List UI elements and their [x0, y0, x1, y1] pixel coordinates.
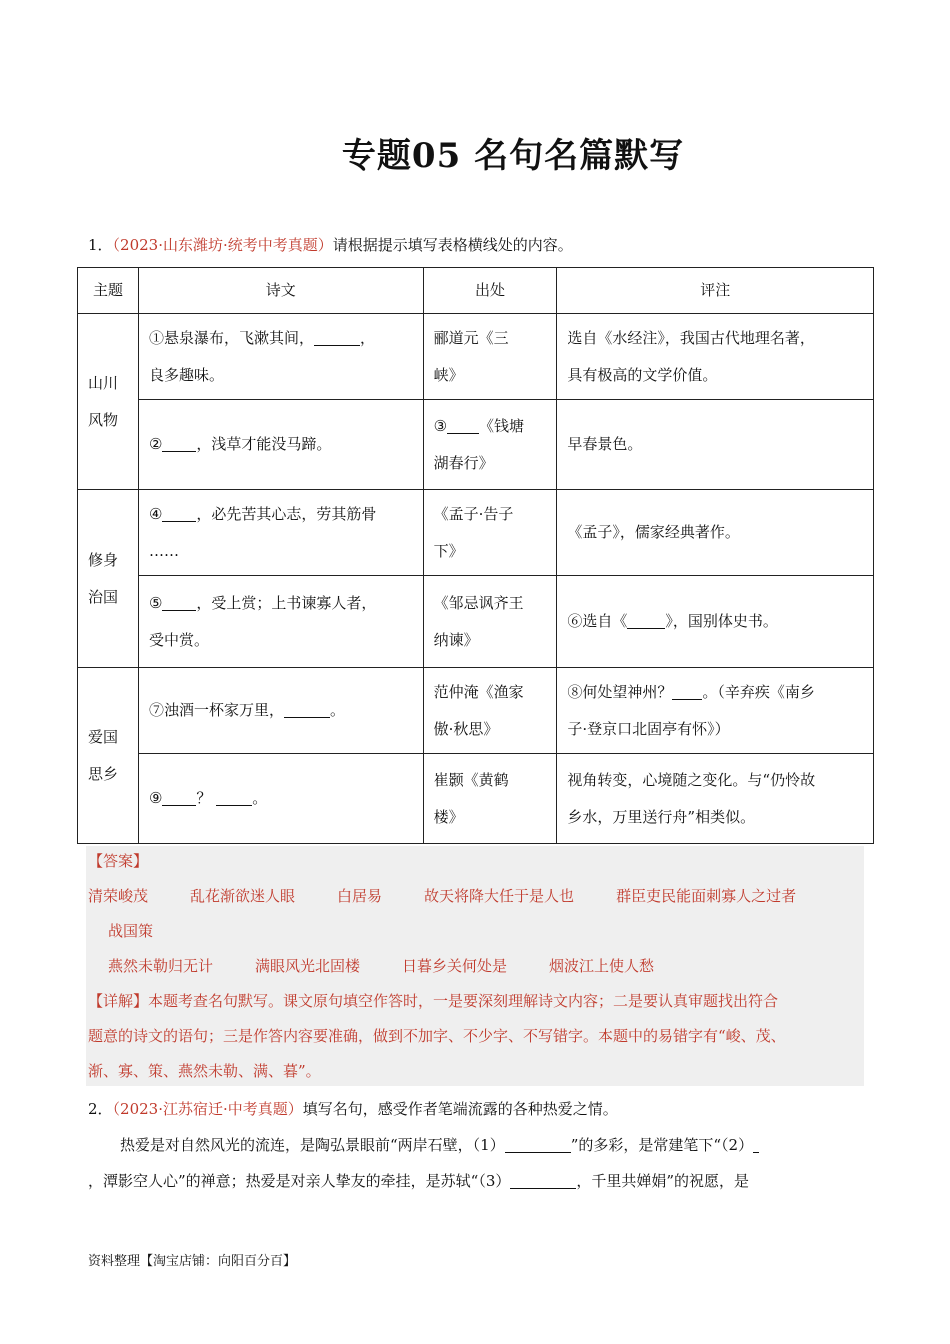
- table-row: [78, 576, 874, 668]
- answer-label: 【答案】: [88, 852, 149, 870]
- source-cell: 崔颢《黄鹤 楼》: [423, 754, 557, 844]
- table-row: [78, 314, 874, 400]
- header-source: 出处: [423, 268, 557, 314]
- source-cell: 郦道元《三 峡》: [423, 314, 557, 400]
- poem-cell: ④ ，必先苦其心志，劳其筋骨 ……: [138, 490, 423, 576]
- note-cell: 选自《水经注》，我国古代地理名著， 具有极高的文学价值。: [557, 314, 874, 400]
- note-cell: 早春景色。: [557, 400, 874, 490]
- table-row: [78, 668, 874, 754]
- footer-note: 资料整理【淘宝店铺：向阳百分百】: [88, 1254, 297, 1269]
- question-source: （2023·江苏宿迁·中考真题）: [112, 1100, 303, 1118]
- poem-cell: ② ，浅草才能没马蹄。: [138, 400, 423, 490]
- table-row: [78, 490, 874, 576]
- poem-cell: ⑤ ，受上赏；上书谏寡人者， 受中赏。: [138, 576, 423, 668]
- source-cell: 《邹忌讽齐王 纳谏》: [423, 576, 557, 668]
- answer-line-2: 战国策: [108, 922, 154, 940]
- note-cell: 《孟子》，儒家经典著作。: [557, 490, 874, 576]
- poem-cell: ①悬泉瀑布，飞漱其间， ， 良多趣味。: [138, 314, 423, 400]
- note-cell: ⑧何处望神州？ 。（辛弃疾《南乡 子·登京口北固亭有怀》）: [557, 668, 874, 754]
- detail-line-3: 渐、寡、策、燕然未勒、满、暮”。: [88, 1062, 321, 1080]
- poem-table: [77, 267, 874, 844]
- q2-paragraph-line-2: ，潭影空人心”的禅意；热爱是对亲人挚友的牵挂，是苏轼“（3） ，千里共婵娟”的祝愿，是: [88, 1172, 750, 1190]
- question-prompt: 填写名句，感受作者笔端流露的各种热爱之情。: [302, 1100, 618, 1118]
- source-cell: ③ 《钱塘 湖春行》: [423, 400, 557, 490]
- question-number: 1．: [88, 236, 113, 254]
- question-number: 2．: [88, 1100, 113, 1118]
- header-poem: 诗文: [138, 268, 423, 314]
- source-cell: 《孟子·告子 下》: [423, 490, 557, 576]
- detail-line-2: 题意的诗文的语句；三是作答内容要准确，做到不加字、不少字、不写错字。本题中的易错字有“峻、茂、: [88, 1027, 786, 1045]
- poem-cell: ⑦浊酒一杯家万里， 。: [138, 668, 423, 754]
- answer-line-3: 燕然未勒归无计 满眼风光北固楼 日暮乡关何处是 烟波江上使人愁: [108, 957, 655, 975]
- detail-line-1: 【详解】本题考查名句默写。课文原句填空作答时，一是要深刻理解诗文内容；二是要认真审题找出符合: [88, 992, 779, 1010]
- page-title: 专题05 名句名篇默写: [341, 136, 685, 176]
- question-source: （2023·山东潍坊·统考中考真题）: [112, 236, 333, 254]
- question-1-header: [88, 234, 573, 256]
- poem-cell: ⑨ ？ 。: [138, 754, 423, 844]
- header-topic: 主题: [78, 268, 139, 314]
- topic-cell: 山川 风物: [78, 314, 139, 490]
- table-header-row: [78, 268, 874, 314]
- q2-paragraph-line-1: 热爱是对自然风光的流连，是陶弘景眼前“两岸石壁，（1） ”的多彩，是常建笔下“（2）: [120, 1134, 759, 1156]
- topic-cell: 爱国 思乡: [78, 668, 139, 844]
- question-2-header: [88, 1098, 618, 1120]
- topic-cell: 修身 治国: [78, 490, 139, 668]
- note-cell: ⑥选自《 》，国别体史书。: [557, 576, 874, 668]
- source-cell: 范仲淹《渔家 傲·秋思》: [423, 668, 557, 754]
- answer-line-1: 清荣峻茂 乱花渐欲迷人眼 白居易 故天将降大任于是人也 群臣吏民能面刺寡人之过者: [88, 887, 797, 905]
- table-row: [78, 754, 874, 844]
- question-prompt: 请根据提示填写表格横线处的内容。: [332, 236, 573, 254]
- note-cell: 视角转变，心境随之变化。与“仍怜故 乡水，万里送行舟”相类似。: [557, 754, 874, 844]
- header-note: 评注: [557, 268, 874, 314]
- table-row: [78, 400, 874, 490]
